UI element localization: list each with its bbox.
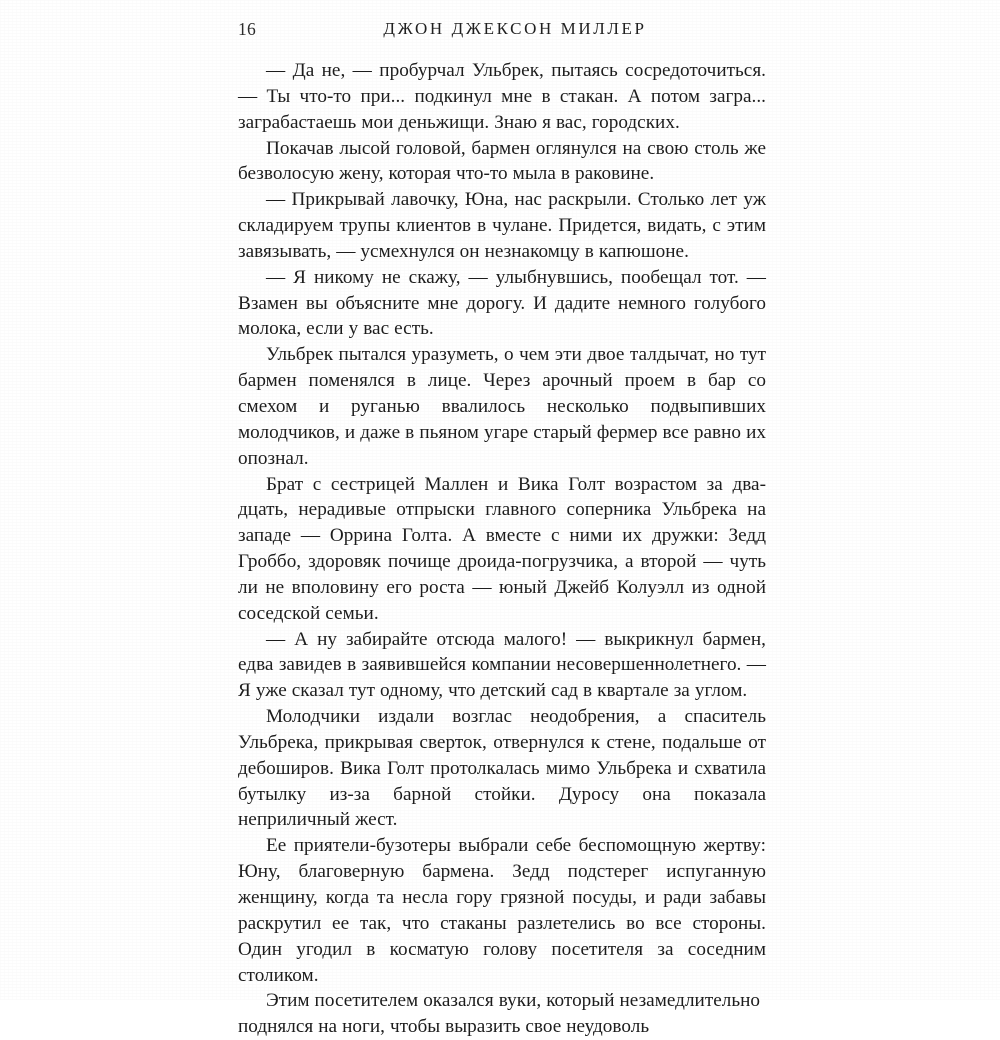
paragraph: Ее приятели-бузотеры выбрали себе беспомощную жертву: Юну, благоверную бармена. Зедд подстерег испуганную женщину, когда та несла гору грязной посуды, и ради забавы раскрутил ее так, что стаканы разлетелись во все стороны. Один угодил в косматую голову посетителя за соседним столиком.	[238, 835, 766, 986]
paragraph: Ульбрек пытался уразуметь, о чем эти двое талдычат, но тут бармен поменялся в лице. Через арочный проем в бар со смехом и руганью ввалилось несколько подвыпивших молодчиков, и даже в пьяном угаре старый фермер все равно их опознал.	[238, 344, 766, 469]
paragraph: — Я никому не скажу, — улыбнувшись, пообещал тот. — Взамен вы объясните мне дорогу. И дадите немного голубого молока, если у вас есть.	[238, 266, 766, 340]
running-head-title: ДЖОН ДЖЕКСОН МИЛЛЕР	[383, 19, 647, 38]
paragraph: — Да не, — пробурчал Ульбрек, пытаясь сосредоточиться. — Ты что-то при... подкинул мне в стакан. А потом загра... заграбастаешь мои деньжищи. Знаю я вас, городских.	[238, 60, 766, 133]
page-number: 16	[238, 19, 256, 39]
paragraph: Брат с сестрицей Маллен и Вика Голт возрастом за двадцать, нерадивые отпрыски главного соперника Ульбрека на западе — Оррина Голта. А вместе с ними их дружки: Зедд Гроббо, здоровяк почище дроида-погрузчика, а второй — чуть ли не вполовину его роста — юный Джейб Колуэлл из одной соседской семьи.	[238, 473, 766, 624]
paragraph: Молодчики издали возглас неодобрения, а спаситель Ульбрека, прикрывая сверток, отвернулся к стене, подальше от дебоширов. Вика Голт протолкалась мимо Ульбрека и схватила бутылку из-за барной стойки. Дуросу она показала неприличный жест.	[238, 706, 766, 831]
running-head	[238, 18, 768, 42]
body-text	[238, 58, 766, 1040]
paragraph: Покачав лысой головой, бармен оглянулся на свою столь же безволосую жену, которая что-то мыла в раковине.	[238, 137, 766, 185]
paragraph: — Прикрывай лавочку, Юна, нас раскрыли. Столько лет уж складируем трупы клиентов в чулане. Придется, видать, с этим завязывать, — усмехнулся он незнакомцу в капюшоне.	[238, 189, 766, 262]
paragraph: Этим посетителем оказался вуки, который незамедлительно поднялся на ноги, чтобы выразить свое неудоволь	[238, 990, 761, 1038]
paragraph: — А ну забирайте отсюда малого! — выкрикнул бармен, едва завидев в заявившейся компании несовершеннолетнего. — Я уже сказал тут одному, что детский сад в квартале за углом.	[238, 628, 766, 702]
